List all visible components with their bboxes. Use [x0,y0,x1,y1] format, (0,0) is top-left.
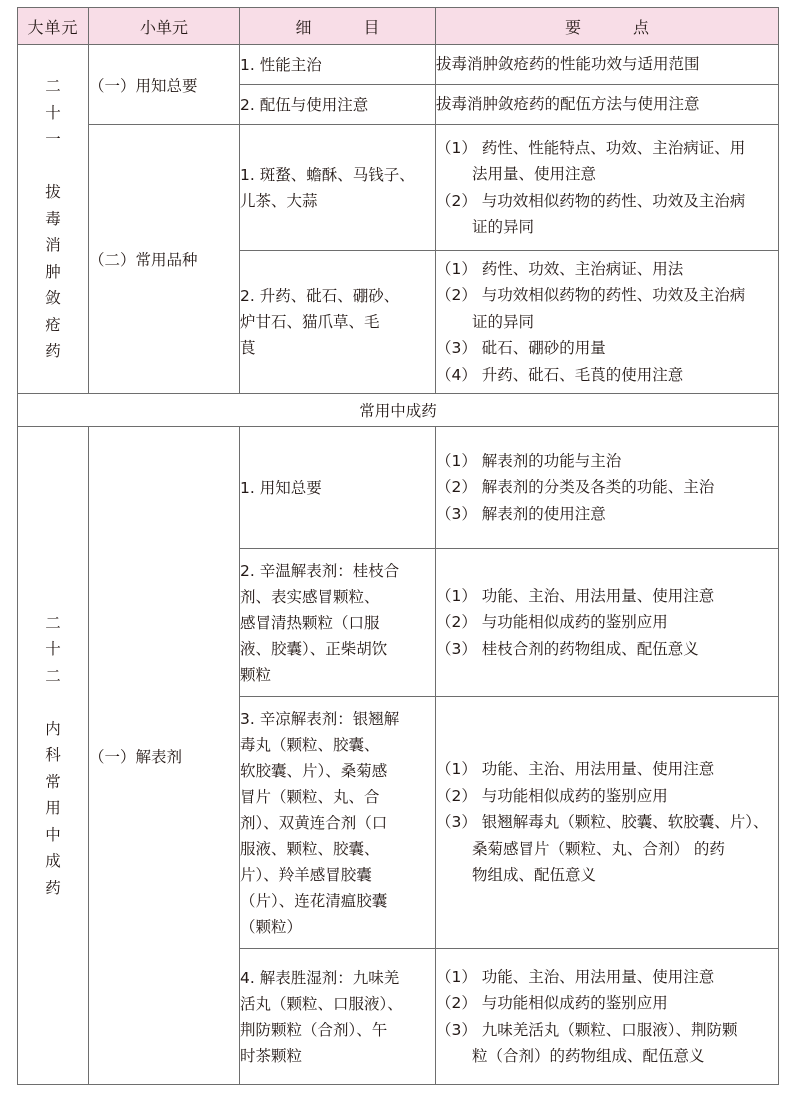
table-row [18,427,779,549]
key-cell [436,251,779,394]
detail-line: 1. 斑蝥、蟾酥、马钱子、 [240,165,415,184]
key-point: （3） 九味羌活丸（颗粒、口服液）、荆防颗 [436,1020,738,1039]
header-minor-unit: 小单元 [89,8,240,45]
detail-cell [240,427,436,549]
detail-line: 剂）、双黄连合剂（口 [240,813,388,832]
key-point-continuation: 法用量、使用注意 [472,165,597,183]
key-point: （1） 药性、性能特点、功效、主治病证、用 [436,138,746,157]
header-detail: 细 目 [240,8,436,45]
syllabus-table [17,7,779,1085]
key-point: （1） 功能、主治、用法用量、使用注意 [436,967,715,986]
key-point: （4） 升药、砒石、毛莨的使用注意 [436,365,684,384]
section-row [18,394,779,427]
key-point: （2） 解表剂的分类及各类的功能、主治 [436,478,715,497]
table-row [18,45,779,85]
key-point: （2） 与功效相似药物的药性、功效及主治病 [436,191,746,210]
key-point: （3） 砒石、硼砂的用量 [436,339,606,358]
detail-line: 服液、颗粒、胶囊、 [240,839,380,858]
detail-line: 活丸（颗粒、口服液）、 [240,994,403,1013]
key-point: （3） 银翘解毒丸（颗粒、胶囊、软胶囊、片）、 [436,813,769,832]
detail-cell: 1. 性能主治 [240,45,436,85]
detail-line: 1. 用知总要 [240,478,322,497]
detail-line: 4. 解表胜湿剂：九味羌 [240,968,400,987]
detail-line: 荆防颗粒（合剂）、午 [240,1020,388,1039]
key-cell: 拔毒消肿敛疮药的性能功效与适用范围 [436,45,779,85]
detail-line: 感冒清热颗粒（口服 [240,613,380,632]
detail-cell [240,251,436,394]
detail-line: 茛 [240,339,256,357]
key-point: （1） 功能、主治、用法用量、使用注意 [436,760,715,779]
detail-line: （片）、连花清瘟胶囊 [240,891,388,910]
key-point: （1） 功能、主治、用法用量、使用注意 [436,586,715,605]
key-cell [436,949,779,1085]
detail-line: 儿茶、大蒜 [240,191,318,210]
key-point-continuation: 粒（合剂）的药物组成、配伍意义 [472,1047,705,1065]
key-cell [436,549,779,697]
page-edge-marks [708,0,748,4]
detail-cell [240,949,436,1085]
table-row [18,125,779,251]
detail-line: 时茶颗粒 [240,1046,303,1065]
major-unit-22 [18,427,89,1085]
key-point-continuation: 证的异同 [472,218,535,236]
major-unit-21-text: 二 十 一 拔 毒 消 肿 敛 疮 药 [45,77,61,361]
key-cell [436,125,779,251]
header-key-points: 要 点 [436,8,779,45]
key-point: （3） 解表剂的使用注意 [436,504,606,523]
detail-line: 2. 升药、砒石、硼砂、 [240,287,400,305]
minor-unit-21-2: （二）常用品种 [89,125,240,394]
minor-unit-21-1: （一）用知总要 [89,45,240,125]
detail-line: 2. 辛温解表剂：桂枝合 [240,561,400,580]
detail-line: 颗粒 [240,665,272,684]
detail-line: 毒丸（颗粒、胶囊、 [240,735,380,754]
key-point: （1） 药性、功效、主治病证、用法 [436,259,684,278]
detail-line: （颗粒） [240,917,303,936]
detail-cell [240,549,436,697]
key-point: （3） 桂枝合剂的药物组成、配伍意义 [436,639,699,658]
detail-line: 软胶囊、片）、桑菊感 [240,761,388,780]
key-point-continuation: 证的异同 [472,312,535,331]
detail-line: 片）、羚羊感冒胶囊 [240,865,372,884]
table-header-row [18,8,779,45]
major-unit-21 [18,45,89,394]
key-point: （2） 与功能相似成药的鉴别应用 [436,786,668,805]
detail-line: 液、胶囊）、正柴胡饮 [240,639,388,658]
detail-cell [240,697,436,949]
section-title: 常用中成药 [18,394,779,427]
key-point: （2） 与功能相似成药的鉴别应用 [436,613,668,632]
key-point: （2） 与功效相似药物的药性、功效及主治病 [436,286,746,305]
header-major-unit: 大单元 [18,8,89,45]
key-cell: 拔毒消肿敛疮药的配伍方法与使用注意 [436,85,779,125]
key-point-continuation: 桑菊感冒片（颗粒、丸、合剂） 的药 [472,839,725,858]
key-point: （1） 解表剂的功能与主治 [436,451,622,470]
key-point-continuation: 物组成、配伍意义 [472,866,597,885]
minor-unit-22-1: （一）解表剂 [89,427,240,1085]
detail-line: 剂、表实感冒颗粒、 [240,587,380,606]
detail-line: 3. 辛凉解表剂：银翘解 [240,709,400,728]
major-unit-22-text: 二 十 二 内 科 常 用 中 成 药 [45,613,61,897]
detail-line: 炉甘石、猫爪草、毛 [240,313,380,331]
detail-line: 冒片（颗粒、丸、合 [240,787,380,806]
detail-cell: 2. 配伍与使用注意 [240,85,436,125]
detail-cell [240,125,436,251]
key-cell [436,697,779,949]
key-cell [436,427,779,549]
key-point: （2） 与功能相似成药的鉴别应用 [436,994,668,1012]
